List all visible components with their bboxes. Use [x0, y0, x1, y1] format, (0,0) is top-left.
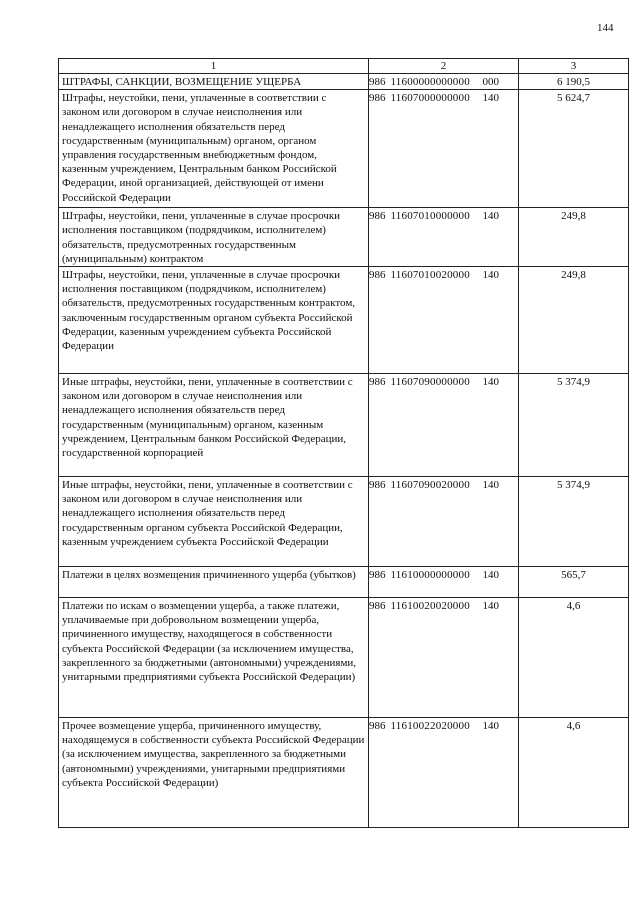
admin-code: 986	[369, 567, 389, 598]
row-name: Платежи по искам о возмещении ущерба, а также платежи, уплачиваемые при добровольном возмещении ущерба, причиненного имуществу, находящегося в собственности субъекта Российской Федерации (за исключением имущества, закрепленного за бюджетными (автономными) учреждениями, унитарными предприятиями субъекта Российской Федерации)	[59, 598, 369, 718]
kbk-code: 11607000000000	[389, 90, 479, 208]
subtype-code: 140	[479, 374, 519, 477]
table-row	[59, 208, 629, 267]
table-row	[59, 477, 629, 567]
kbk-code: 11610000000000	[389, 567, 479, 598]
amount: 6 190,5	[519, 74, 629, 90]
table-row	[59, 598, 629, 718]
table-row	[59, 374, 629, 477]
budget-table	[58, 58, 629, 828]
header-col-2: 2	[369, 59, 519, 74]
kbk-code: 11607090000000	[389, 374, 479, 477]
kbk-code: 11607010020000	[389, 267, 479, 374]
admin-code: 986	[369, 718, 389, 828]
header-col-1: 1	[59, 59, 369, 74]
row-name: Платежи в целях возмещения причиненного ущерба (убытков)	[59, 567, 369, 598]
amount: 5 374,9	[519, 374, 629, 477]
kbk-code: 11607090020000	[389, 477, 479, 567]
admin-code: 986	[369, 267, 389, 374]
admin-code: 986	[369, 90, 389, 208]
header-col-3: 3	[519, 59, 629, 74]
header-row	[59, 59, 629, 74]
amount: 249,8	[519, 208, 629, 267]
row-name: ШТРАФЫ, САНКЦИИ, ВОЗМЕЩЕНИЕ УЩЕРБА	[59, 74, 369, 90]
row-name: Штрафы, неустойки, пени, уплаченные в соответствии с законом или договором в случае неисполнения или ненадлежащего исполнения обязательств перед государственным (муниципальным) органом, органом управления государственным внебюджетным фондом, казенным учреждением, Центральным банком Российской Федерации, иной организацией, действующей от имени Российской Федерации	[59, 90, 369, 208]
kbk-code: 11610020020000	[389, 598, 479, 718]
amount: 249,8	[519, 267, 629, 374]
admin-code: 986	[369, 74, 389, 90]
subtype-code: 140	[479, 718, 519, 828]
table-row	[59, 718, 629, 828]
admin-code: 986	[369, 598, 389, 718]
admin-code: 986	[369, 374, 389, 477]
table-row	[59, 74, 629, 90]
admin-code: 986	[369, 477, 389, 567]
kbk-code: 11610022020000	[389, 718, 479, 828]
amount: 5 374,9	[519, 477, 629, 567]
table-row	[59, 267, 629, 374]
subtype-code: 140	[479, 90, 519, 208]
row-name: Иные штрафы, неустойки, пени, уплаченные в соответствии с законом или договором в случае неисполнения или ненадлежащего исполнения обязательств перед государственным органом субъекта Российской Федерации, казенным учреждением субъекта Российской Федерации	[59, 477, 369, 567]
subtype-code: 140	[479, 567, 519, 598]
amount: 4,6	[519, 598, 629, 718]
row-name: Иные штрафы, неустойки, пени, уплаченные в соответствии с законом или договором в случае неисполнения или ненадлежащего исполнения обязательств перед государственным (муниципальным) органом, казенным учреждением, Центральным банком Российской Федерации, государственной корпорацией	[59, 374, 369, 477]
amount: 565,7	[519, 567, 629, 598]
amount: 5 624,7	[519, 90, 629, 208]
table-row	[59, 567, 629, 598]
admin-code: 986	[369, 208, 389, 267]
page-number: 144	[597, 22, 614, 34]
subtype-code: 140	[479, 267, 519, 374]
table-row	[59, 90, 629, 208]
row-name: Прочее возмещение ущерба, причиненного имуществу, находящемуся в собственности субъекта Российской Федерации (за исключением имущества, закрепленного за бюджетными (автономными) учреждениями, унитарными предприятиями субъекта Российской Федерации)	[59, 718, 369, 828]
subtype-code: 140	[479, 598, 519, 718]
subtype-code: 000	[479, 74, 519, 90]
kbk-code: 11600000000000	[389, 74, 479, 90]
subtype-code: 140	[479, 477, 519, 567]
amount: 4,6	[519, 718, 629, 828]
row-name: Штрафы, неустойки, пени, уплаченные в случае просрочки исполнения поставщиком (подрядчиком, исполнителем) обязательств, предусмотренных государственным (муниципальным) контрактом	[59, 208, 369, 267]
row-name: Штрафы, неустойки, пени, уплаченные в случае просрочки исполнения поставщиком (подрядчиком, исполнителем) обязательств, предусмотренных государственным контрактом, заключенным государственным органом субъекта Российской Федерации, казенным учреждением субъекта Российской Федерации	[59, 267, 369, 374]
kbk-code: 11607010000000	[389, 208, 479, 267]
subtype-code: 140	[479, 208, 519, 267]
